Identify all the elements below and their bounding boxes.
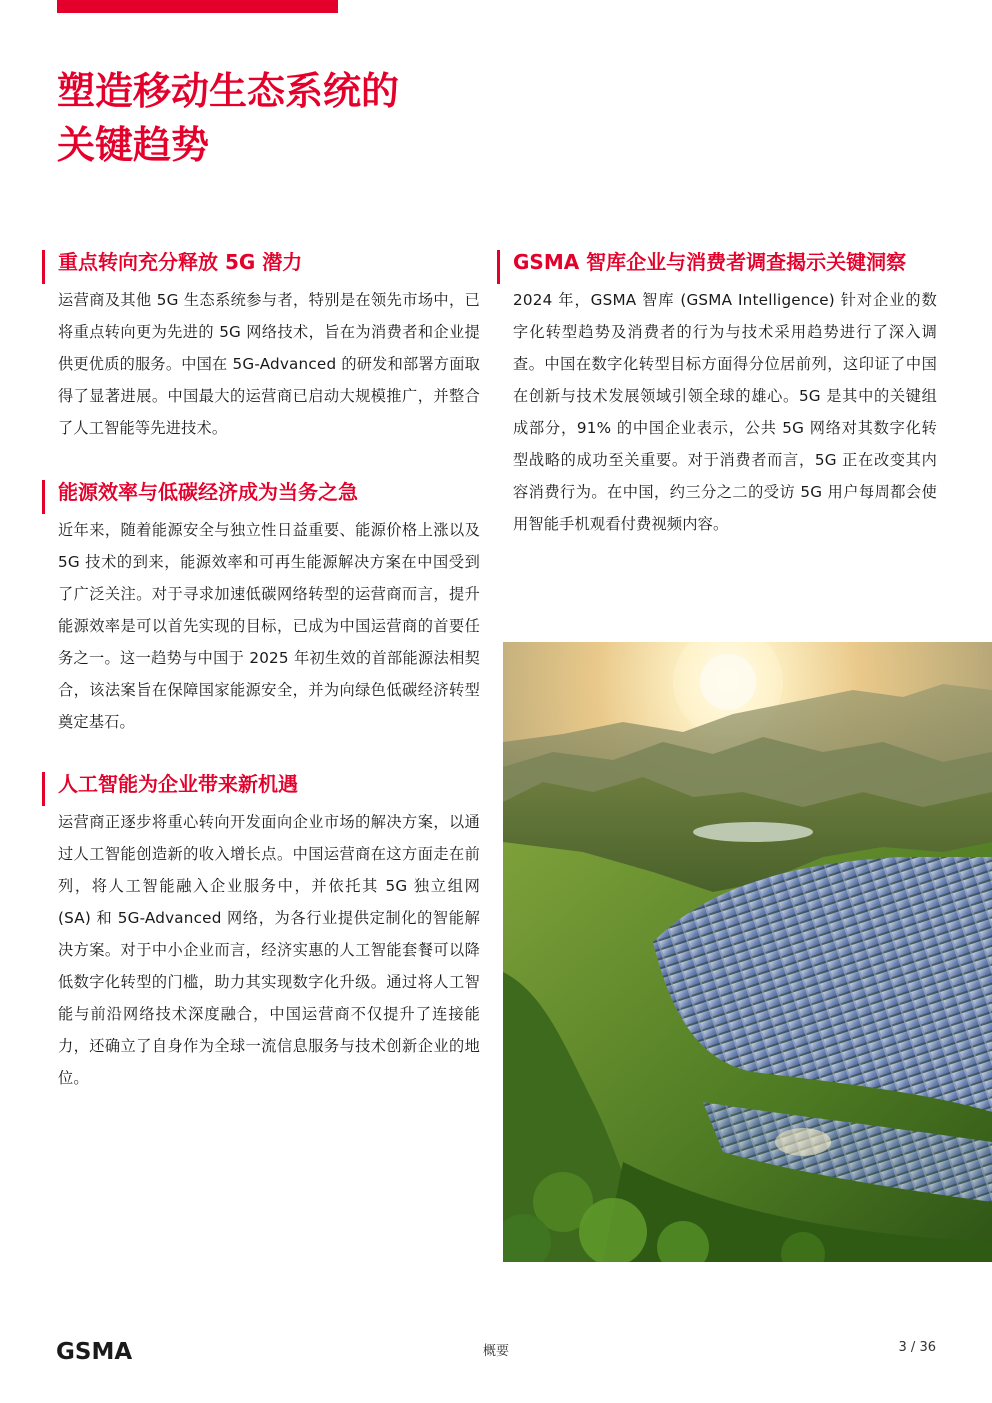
section-header <box>497 250 937 274</box>
section-header <box>42 480 480 504</box>
section-heading: 能源效率与低碳经济成为当务之急 <box>58 480 358 504</box>
footer-section-label: 概要 <box>482 1344 509 1359</box>
section-ai-opportunities <box>42 772 480 1094</box>
section-heading: 重点转向充分释放 5G 潜力 <box>58 250 303 274</box>
section-gsma-survey <box>497 250 937 540</box>
section-body: 2024 年，GSMA 智库 (GSMA Intelligence) 针对企业的数字化转型趋势及消费者的行为与技术采用趋势进行了深入调查。中国在数字化转型目标方面得分位居前列，这印证了中国在创新与技术发展领域引领全球的雄心。5G 是其中的关键组成部分，91% 的中国企业表示，公共 5G 网络对其数字化转型战略的成功至关重要。对于消费者而言，5G 正在改变其内容消费行为。在中国，约三分之二的受访 5G 用户每周都会使用智能手机观看付费视频内容。 <box>513 291 937 533</box>
section-body: 运营商及其他 5G 生态系统参与者，特别是在领先市场中，已将重点转向更为先进的 5G 网络技术，旨在为消费者和企业提供更优质的服务。中国在 5G-Advanced 的研发和部署方面取得了显著进展。中国最大的运营商已启动大规模推广，并整合了人工智能等先进技术。 <box>58 291 480 437</box>
page-number: 3 / 36 <box>898 1340 936 1355</box>
section-body: 运营商正逐步将重心转向开发面向企业市场的解决方案，以通过人工智能创造新的收入增长点。中国运营商在这方面走在前列，将人工智能融入企业服务中，并依托其 5G 独立组网 (SA) 和 5G-Advanced 网络，为各行业提供定制化的智能解决方案。对于中小企业而言，经济实惠的人工智能套餐可以降低数字化转型的门槛，助力其实现数字化升级。通过将人工智能与前沿网络技术深度融合，中国运营商不仅提升了连接能力，还确立了自身作为全球一流信息服务与技术创新企业的地位。 <box>58 813 480 1087</box>
page-title-line-2: 关键趋势 <box>57 123 210 167</box>
section-heading: GSMA 智库企业与消费者调查揭示关键洞察 <box>513 250 907 274</box>
section-header <box>42 250 480 274</box>
section-header <box>42 772 480 796</box>
top-accent-bar <box>57 0 338 13</box>
page-title <box>57 64 557 172</box>
solar-farm-photo <box>503 642 992 1262</box>
page-footer <box>0 1330 992 1370</box>
section-energy-efficiency <box>42 480 480 738</box>
section-5g-potential <box>42 250 480 444</box>
svg-text:GSMA: GSMA <box>56 1339 133 1362</box>
section-body: 近年来，随着能源安全与独立性日益重要、能源价格上涨以及 5G 技术的到来，能源效率和可再生能源解决方案在中国受到了广泛关注。对于寻求加速低碳网络转型的运营商而言，提升能源效率是可以首先实现的目标，已成为中国运营商的首要任务之一。这一趋势与中国于 2025 年初生效的首部能源法相契合，该法案旨在保障国家能源安全，并为向绿色低碳经济转型奠定基石。 <box>58 521 480 731</box>
section-heading: 人工智能为企业带来新机遇 <box>58 772 298 796</box>
page-title-line-1: 塑造移动生态系统的 <box>57 69 400 113</box>
